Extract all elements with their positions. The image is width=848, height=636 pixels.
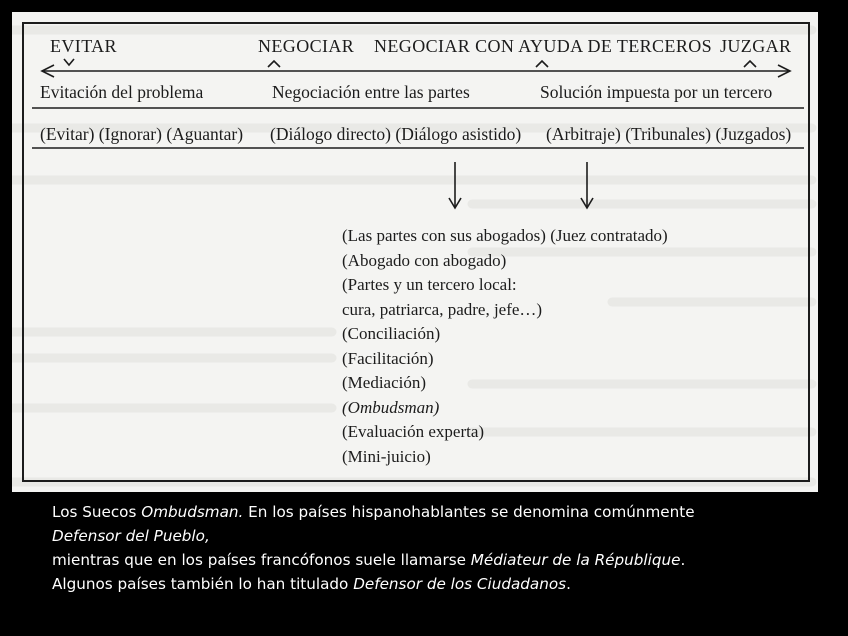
header-evitar: EVITAR <box>50 36 117 56</box>
method-item: (Abogado con abogado) <box>342 250 507 270</box>
caption-term: Defensor del Pueblo, <box>52 527 210 545</box>
methods-list <box>342 224 668 469</box>
method-item-ombudsman: (Ombudsman) <box>342 397 440 417</box>
header-juzgar: JUZGAR <box>720 36 792 56</box>
header-negociar: NEGOCIAR <box>258 36 355 56</box>
caption-line <box>52 500 832 524</box>
caption-term: Médiateur de la République <box>470 551 681 569</box>
method-item: (Partes y un tercero local: <box>342 275 517 294</box>
examples-right: (Arbitraje) (Tribunales) (Juzgados) <box>546 124 792 144</box>
method-item: (Facilitación) <box>342 348 434 368</box>
caption-text: . <box>680 551 686 569</box>
method-item: cura, patriarca, padre, jefe…) <box>342 299 543 319</box>
category-middle: Negociación entre las partes <box>272 82 470 102</box>
tick-mark <box>268 61 280 67</box>
caption-line <box>52 524 832 548</box>
method-item: (Mini-juicio) <box>342 446 431 466</box>
scanned-page <box>12 12 818 492</box>
method-item: (Evaluación experta) <box>342 422 485 441</box>
caption-text: Los Suecos <box>52 503 142 521</box>
category-left: Evitación del problema <box>40 82 204 102</box>
examples-left: (Evitar) (Ignorar) (Aguantar) <box>40 124 244 144</box>
caption-text: Algunos países también lo han titulado <box>52 575 354 593</box>
slide-caption <box>52 500 832 596</box>
caption-term: Ombudsman. <box>141 503 244 521</box>
caption-text: En los países hispanohablantes se denomina comúnmente <box>243 503 695 521</box>
method-item: (Mediación) <box>342 373 427 392</box>
caption-text: . <box>566 575 571 593</box>
caption-line <box>52 548 832 572</box>
category-right: Solución impuesta por un tercero <box>540 82 773 102</box>
caption-text: mientras que en los países francófonos suele llamarse <box>52 551 471 569</box>
tick-mark <box>64 59 74 65</box>
method-item: (Conciliación) <box>342 324 441 343</box>
caption-term: Defensor de los Ciudadanos <box>353 575 567 593</box>
examples-middle: (Diálogo directo) (Diálogo asistido) <box>270 124 522 144</box>
caption-line <box>52 572 832 596</box>
header-negociar-terceros: NEGOCIAR CON AYUDA DE TERCEROS <box>374 36 713 56</box>
tick-mark <box>536 61 548 67</box>
tick-mark <box>744 61 756 67</box>
method-item: (Las partes con sus abogados) (Juez contratado) <box>342 226 668 245</box>
